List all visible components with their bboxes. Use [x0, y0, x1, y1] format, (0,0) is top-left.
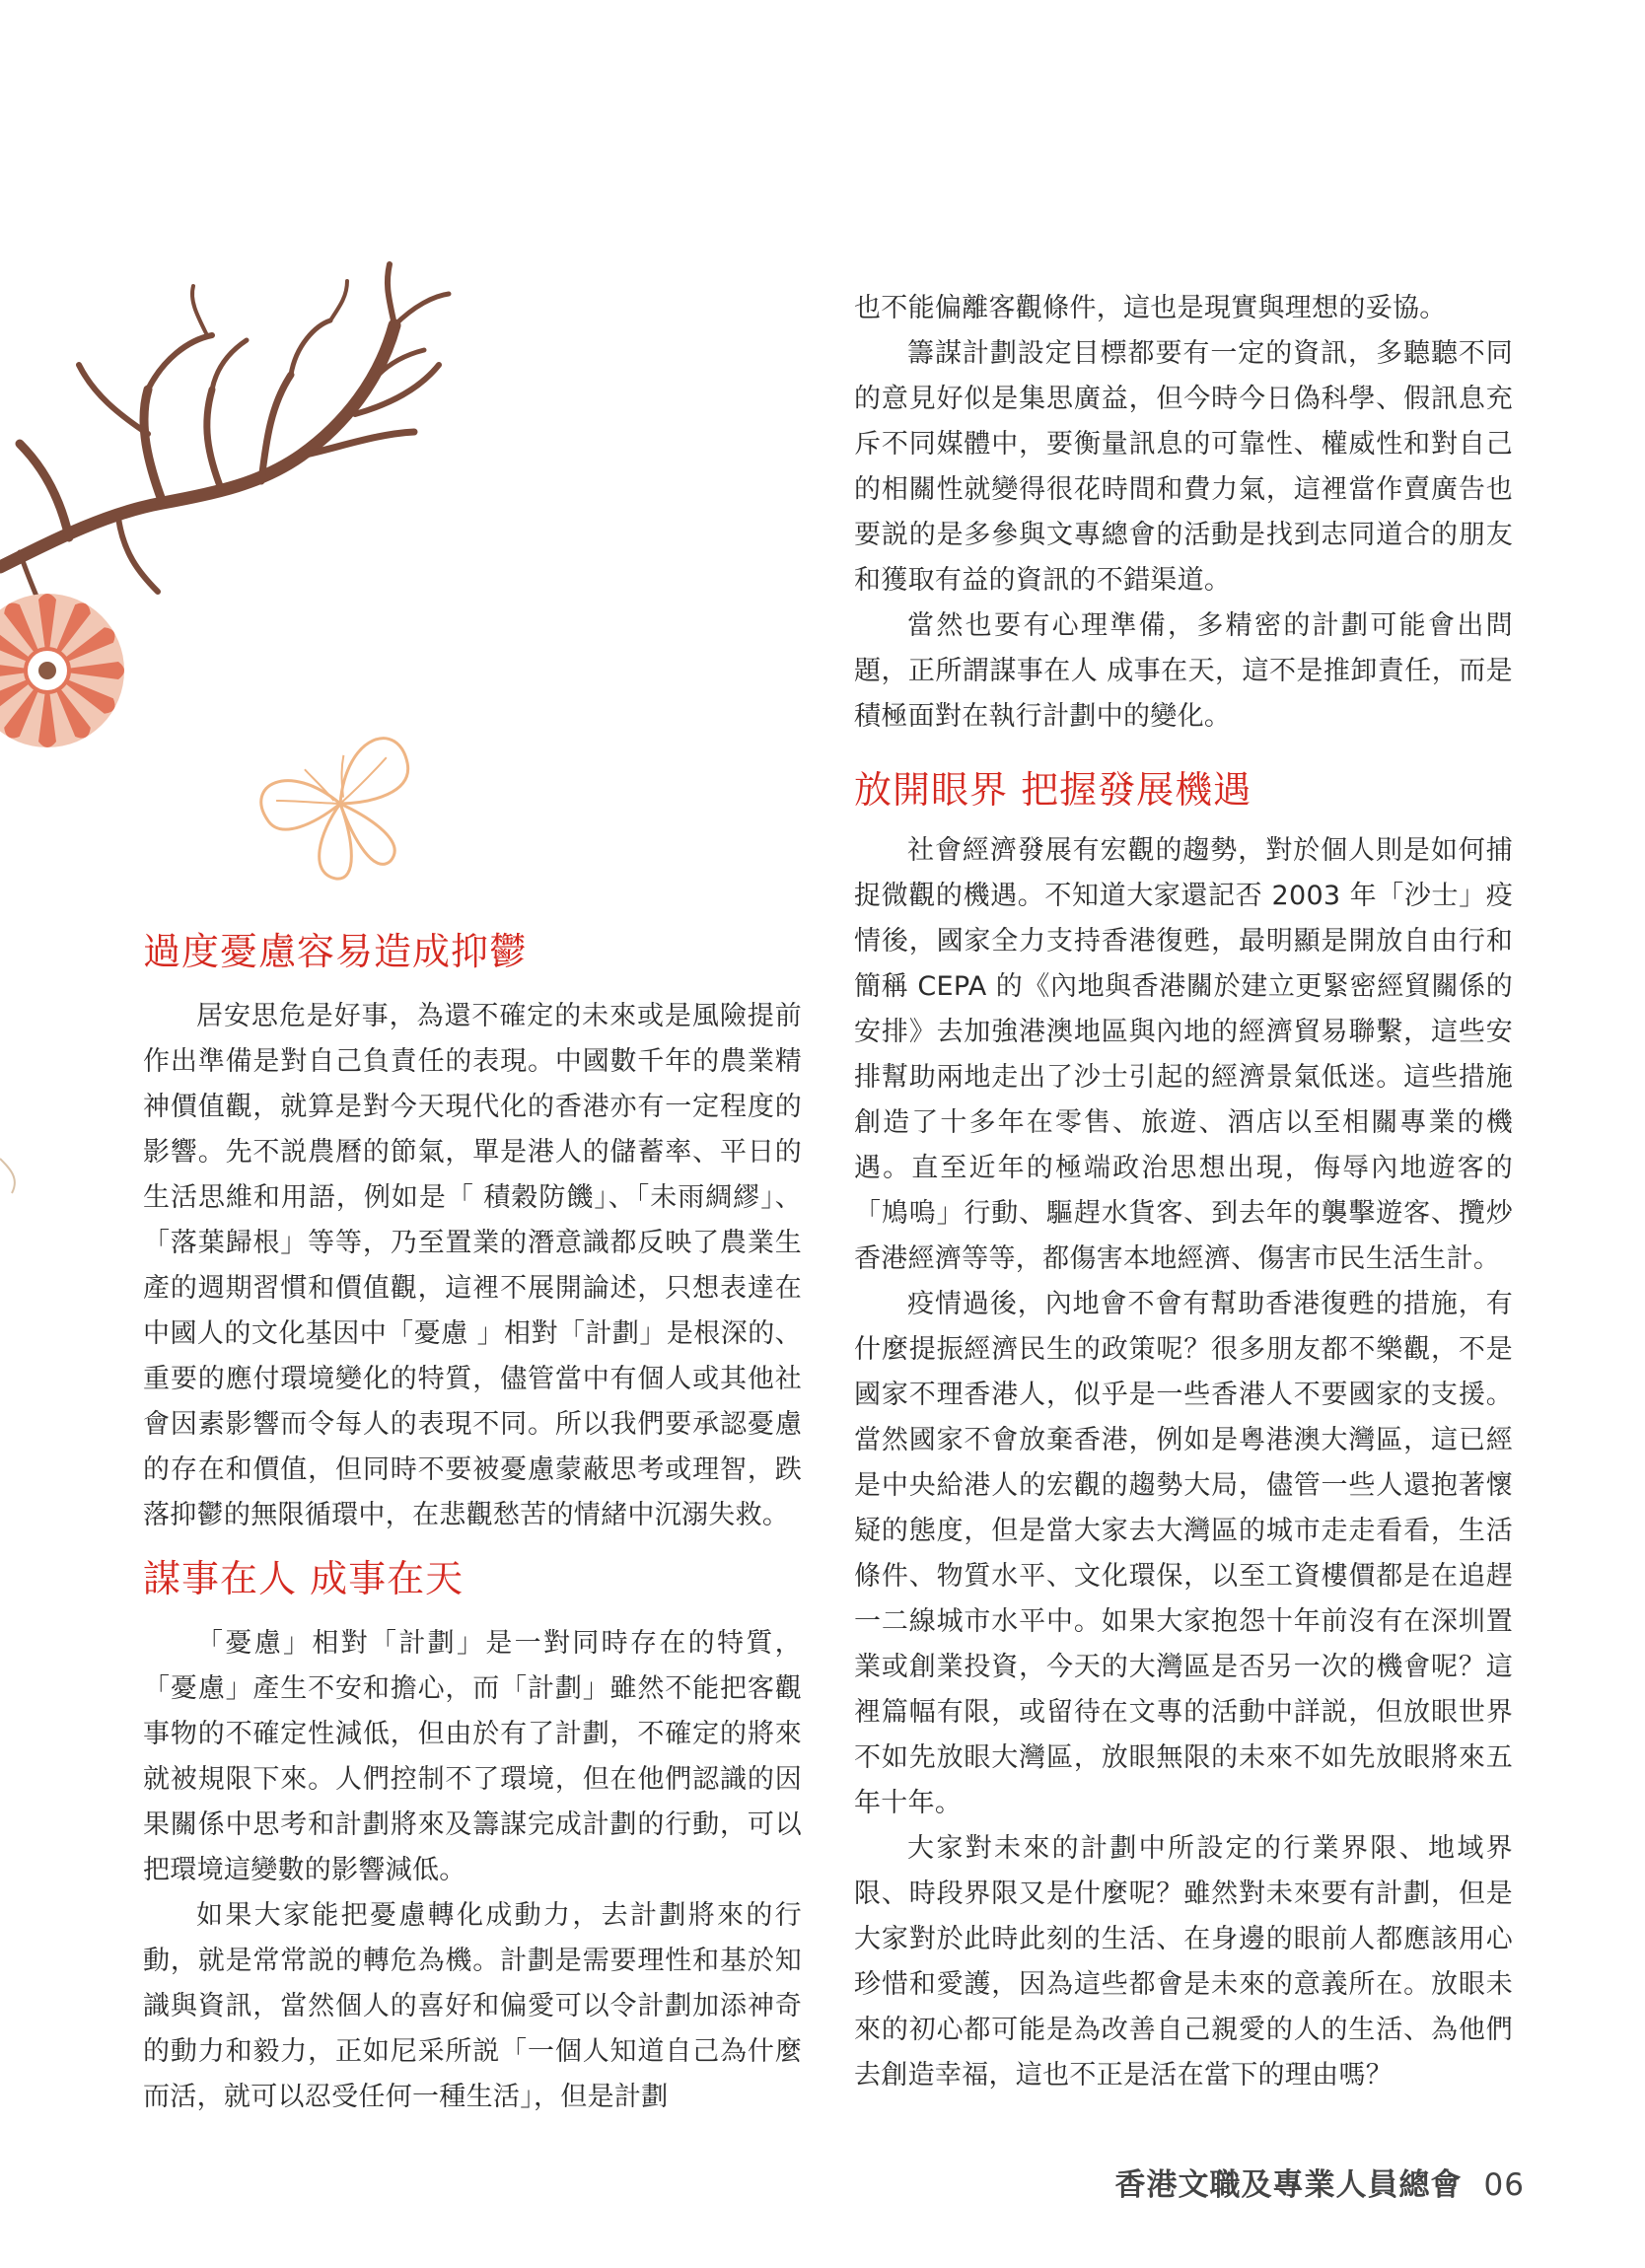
- branch-icon: [0, 264, 449, 616]
- paragraph: 當然也要有心理準備，多精密的計劃可能會出問題，正所謂謀事在人 成事在天，這不是推卸責任，而是積極面對在執行計劃中的變化。: [854, 610, 1513, 732]
- butterfly-icon: [253, 732, 438, 896]
- left-column: [143, 927, 802, 2120]
- page-footer: [1115, 2160, 1525, 2204]
- section-heading: 放開眼界 把握發展機遇: [854, 768, 1252, 812]
- paragraph: 大家對未來的計劃中所設定的行業界限、地域界限、時段界限又是什麼呢？雖然對未來要有計劃，但是大家對於此時此刻的生活、在身邊的眼前人都應該用心珍惜和愛護，因為這些都會是未來的意義所在。放眼未來的初心都可能是為改善自己親愛的人的生活、為他們去創造幸福，這也不正是活在當下的理由嗎？: [854, 1833, 1513, 2091]
- paragraph: 社會經濟發展有宏觀的趨勢，對於個人則是如何捕捉微觀的機遇。不知道大家還記否 2003 年「沙士」疫情後，國家全力支持香港復甦，最明顯是開放自由行和簡稱 CEPA 的《內地與香港關於建立更緊密經貿關係的安排》去加強港澳地區與內地的經濟貿易聯繫，這些安排幫助兩地走出了沙士引起的經濟景氣低迷。這些措施創造了十多年在零售、旅遊、酒店以至相關專業的機遇。直至近年的極端政治思想出現，侮辱內地遊客的「鳩嗚」行動、驅趕水貨客、到去年的襲擊遊客、攬炒香港經濟等等，都傷害本地經濟、傷害市民生活生計。: [854, 835, 1513, 1274]
- paragraph: 「憂慮」相對「計劃」是一對同時存在的特質，「憂慮」產生不安和擔心，而「計劃」雖然不能把客觀事物的不確定性減低，但由於有了計劃，不確定的將來就被規限下來。人們控制不了環境，但在他們認識的因果關係中思考和計劃將來及籌謀完成計劃的行動，可以把環境這變數的影響減低。: [143, 1628, 802, 1885]
- paragraph: 居安思危是好事，為還不確定的未來或是風險提前作出準備是對自己負責任的表現。中國數千年的農業精神價值觀，就算是對今天現代化的香港亦有一定程度的影響。先不説農曆的節氣，單是港人的儲蓄率、平日的生活思維和用語，例如是「 積穀防饑」、「未雨綢繆」、「落葉歸根」等等，乃至置業的潛意識都反映了農業生產的週期習慣和價值觀，這裡不展開論述，只想表達在中國人的文化基因中「憂慮 」相對「計劃」是根深的、重要的應付環境變化的特質，儘管當中有個人或其他社會因素影響而令每人的表現不同。所以我們要承認憂慮的存在和價值，但同時不要被憂慮蒙蔽思考或理智，跌落抑鬱的無限循環中，在悲觀愁苦的情緒中沉溺失救。: [143, 1001, 802, 1530]
- paragraph: 也不能偏離客觀條件，這也是現實與理想的妥協。: [854, 293, 1447, 323]
- right-column: [854, 286, 1513, 2098]
- paragraph: 籌謀計劃設定目標都要有一定的資訊，多聽聽不同的意見好似是集思廣益，但今時今日偽科學、假訊息充斥不同媒體中，要衡量訊息的可靠性、權威性和對自己的相關性就變得很花時間和費力氣，這裡當作賣廣告也要説的是多參與文專總會的活動是找到志同道合的朋友和獲取有益的資訊的不錯渠道。: [854, 338, 1513, 596]
- section-heading: 過度憂慮容易造成抑鬱: [143, 930, 529, 973]
- swirl-icon: [0, 1159, 15, 1193]
- paragraph: 如果大家能把憂慮轉化成動力，去計劃將來的行動，就是常常説的轉危為機。計劃是需要理性和基於知識與資訊，當然個人的喜好和偏愛可以令計劃加添神奇的動力和毅力，正如尼采所説「一個人知道自己為什麼而活，就可以忍受任何一種生活」，但是計劃: [143, 1900, 802, 2112]
- flower-icon: [0, 594, 124, 747]
- page-number: 06: [1483, 2167, 1525, 2203]
- section-heading: 謀事在人 成事在天: [143, 1557, 465, 1600]
- paragraph: 疫情過後，內地會不會有幫助香港復甦的措施，有什麼提振經濟民生的政策呢？很多朋友都不樂觀，不是國家不理香港人，似乎是一些香港人不要國家的支援。當然國家不會放棄香港，例如是粵港澳大灣區，這已經是中央給港人的宏觀的趨勢大局，儘管一些人還抱著懷疑的態度，但是當大家去大灣區的城市走走看看，生活條件、物質水平、文化環保，以至工資樓價都是在追趕一二線城市水平中。如果大家抱怨十年前沒有在深圳置業或創業投資，今天的大灣區是否另一次的機會呢？這裡篇幅有限，或留待在文專的活動中詳説，但放眼世界不如先放眼大灣區，放眼無限的未來不如先放眼將來五年十年。: [854, 1289, 1513, 1818]
- organization-name: 香港文職及專業人員總會: [1114, 2167, 1463, 2203]
